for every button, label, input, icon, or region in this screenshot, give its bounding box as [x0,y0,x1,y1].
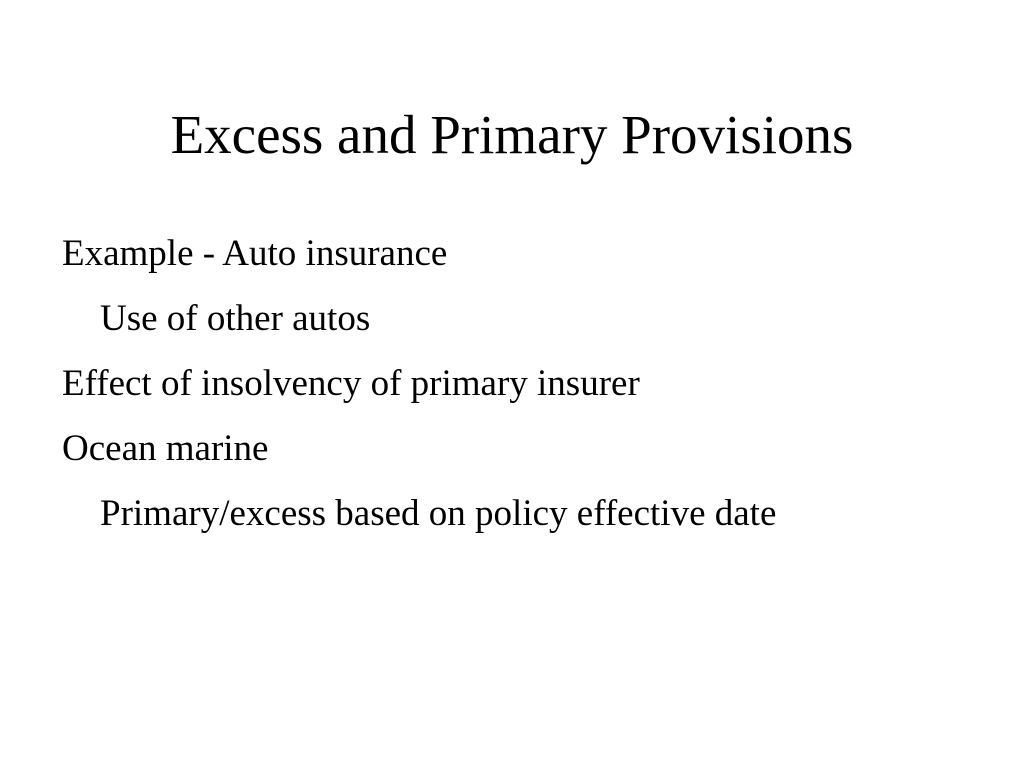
bullet-list [62,233,992,558]
sub-bullet-item: Primary/excess based on policy effective date [100,493,777,534]
bullet-item: Effect of insolvency of primary insurer [62,363,640,404]
slide-title: Excess and Primary Provisions [170,104,854,165]
bullet-item: Ocean marine [62,428,269,469]
sub-bullet-item: Use of other autos [100,298,371,339]
bullet-item: Example - Auto insurance [62,233,448,274]
